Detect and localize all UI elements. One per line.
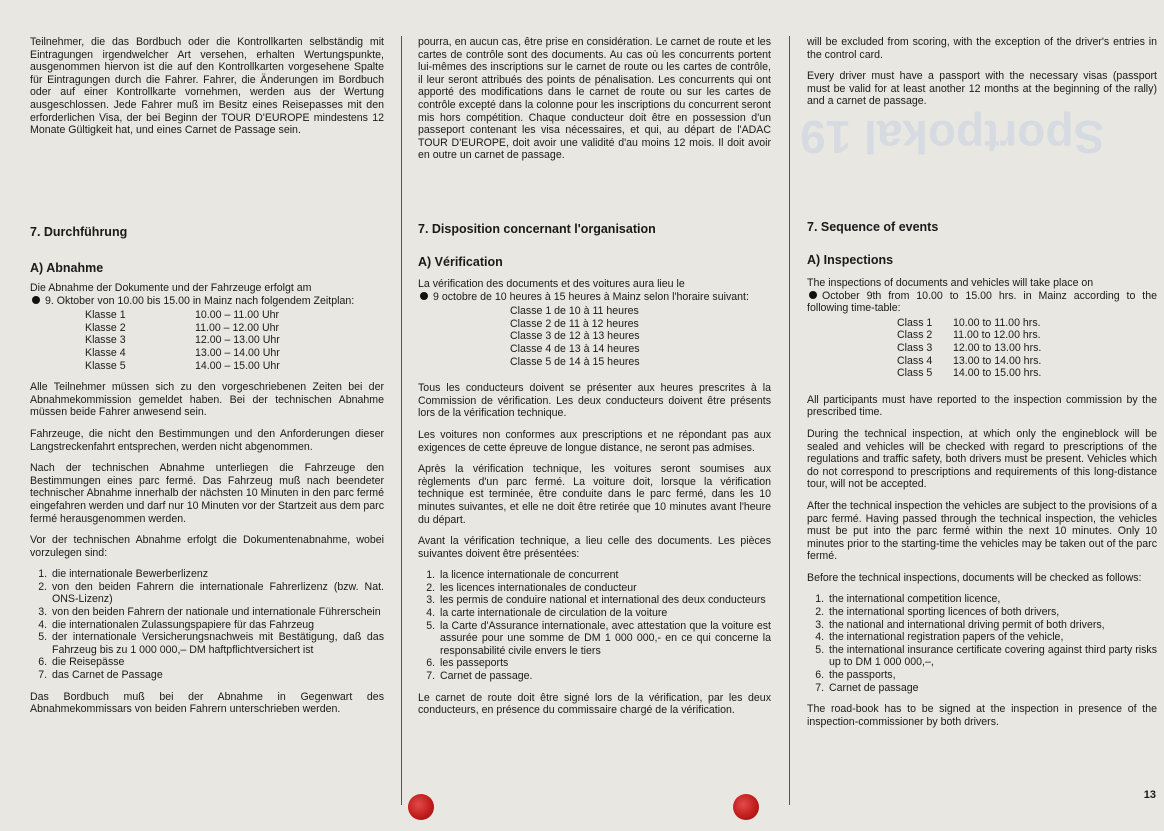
- table-row: Classe 5 de 14 à 15 heures: [510, 355, 640, 368]
- english-body: [807, 277, 1157, 737]
- list-item: 3. the national and international driving permit of both drivers,: [827, 619, 1157, 632]
- french-subheading: A) Vérification: [418, 255, 503, 269]
- german-schedule-intro: Die Abnahme der Dokumente und der Fahrzeuge erfolgt am 9. Oktober von 10.00 bis 15.00 in Mainz nach folgendem Zeitplan:: [30, 282, 355, 307]
- german-body: [30, 282, 384, 725]
- german-closing: Das Bordbuch muß bei der Abnahme in Gegenwart des Abnahmekommissars von beiden Fahrern unterschrieben werden.: [30, 690, 384, 716]
- table-row: Class 2 11.00 to 12.00 hrs.: [897, 329, 1041, 342]
- list-item: 4. the international registration papers of the vehicle,: [827, 631, 1157, 644]
- list-item: 3. les permis de conduire national et international des deux conducteurs: [438, 594, 771, 607]
- list-item: 6. the passports,: [827, 669, 1157, 682]
- german-intro: Teilnehmer, die das Bordbuch oder die Kontrollkarten selbständig mit Eintragungen irgendwelcher Art versehen, erhalten Wertungspunkte, ausgenommen hiervon ist die auf den Kontrollkarten vorgesehene Spalte für Eintragungen durch die Fahrer. Fahrer, die Änderungen im Bordbuch oder auf einer Kontrollkarte vornehmen, werden aus der Wertung ausgeschlossen. Jede Fahrer muß im Besitz eines Reisepasses mit den erforderlichen Visa, der bei Beginn der TOUR D'EUROPE mindestens 12 Monate Gültigkeit hat, und eines Carnet de Passage sein.: [30, 36, 384, 137]
- english-document-list: [807, 593, 1157, 694]
- french-document-list: [418, 569, 771, 682]
- list-item: 5. der internationale Versicherungsnachweis mit Bestätigung, daß das Fahrzeug bis zu 1 000 000,– DM haftpflichtversichert ist: [50, 631, 384, 656]
- french-section-heading: 7. Disposition concernant l'organisation: [418, 222, 656, 236]
- english-schedule-table: [897, 317, 1041, 380]
- table-row: Klasse 4 13.00 – 14.00 Uhr: [85, 346, 280, 359]
- english-paragraph: Before the technical inspections, documents will be checked as follows:: [807, 571, 1142, 584]
- english-subheading: A) Inspections: [807, 253, 894, 267]
- french-column: [418, 36, 771, 801]
- table-row: Klasse 5 14.00 – 15.00 Uhr: [85, 359, 280, 372]
- french-closing: Le carnet de route doit être signé lors de la vérification, par les deux conducteurs, en présence du commissaire chargé de la vérification.: [418, 691, 771, 717]
- french-schedule-table: [510, 305, 640, 368]
- french-paragraph: Après la vérification technique, les voitures seront soumises aux règlements d'un parc fermé. La voiture doit, lorsque la vérification technique est terminée, être conduite dans le parc fermé, dans les 10 minutes suivantes, et elle ne doit être retirée que 10 minutes avant l'heure du départ.: [418, 463, 771, 526]
- binder-hole-icon: [408, 794, 434, 820]
- table-row: Class 5 14.00 to 15.00 hrs.: [897, 367, 1042, 380]
- english-column: [807, 36, 1157, 801]
- list-item: 4. die internationalen Zulassungspapiere für das Fahrzeug: [50, 619, 384, 632]
- bullet-dot-icon: [420, 292, 428, 300]
- english-paragraph: During the technical inspection, at which only the engineblock will be sealed and vehicles will be checked with regard to prescriptions of the regulations and traffic safety, both drivers must be present. Vehicles which do not correspond to prescriptions and requirements of this long-distance tour, will not be accepted.: [807, 427, 1157, 491]
- english-paragraph: After the technical inspection the vehicles are subject to the provisions of a parc fermé. Having passed through the technical inspection, the vehicles must be put into the parc fermé within the next 10 minutes. Only 10 minutes prior to the starting-time the vehicles may be taken out of the parc fermé.: [807, 499, 1157, 563]
- list-item: 4. la carte internationale de circulation de la voiture: [438, 607, 771, 620]
- list-item: 5. la Carte d'Assurance internationale, avec attestation que la voiture est assurée pour une somme de DM 1 000 000,- en ce qui concerne la responsabilité civile envers le tiers: [438, 620, 771, 658]
- binder-hole-icon: [733, 794, 759, 820]
- bullet-dot-icon: [809, 291, 817, 299]
- table-row: Class 1 10.00 to 11.00 hrs.: [897, 316, 1041, 329]
- list-item: 7. Carnet de passage: [827, 682, 1157, 695]
- german-section-heading: 7. Durchführung: [30, 225, 128, 239]
- list-item: 5. the international insurance certificate covering against third party risks up to DM 1 000 000,–,: [827, 644, 1157, 669]
- table-row: Klasse 1 10.00 – 11.00 Uhr: [85, 309, 280, 322]
- page-number: 13: [1143, 789, 1156, 801]
- german-column: [30, 36, 384, 801]
- table-row: Classe 3 de 12 à 13 heures: [510, 330, 640, 343]
- table-row: Class 4 13.00 to 14.00 hrs.: [897, 354, 1042, 367]
- list-item: 2. the international sporting licences of both drivers,: [827, 606, 1157, 619]
- english-paragraph: All participants must have reported to the inspection commission by the prescribed time.: [807, 393, 1157, 419]
- table-row: Klasse 2 11.00 – 12.00 Uhr: [85, 321, 280, 334]
- english-intro: will be excluded from scoring, with the exception of the driver's entries in the control card.: [807, 36, 1157, 61]
- german-paragraph: Fahrzeuge, die nicht den Bestimmungen und den Anforderungen dieser Langstreckenfahrt entsprechen, werden nicht abgenommen.: [30, 427, 384, 453]
- german-paragraph: Alle Teilnehmer müssen sich zu den vorgeschriebenen Zeiten bei der Abnahmekommission gemeldet haben. Bei der technischen Abnahme müssen beide Fahrer anwesend sein.: [30, 381, 384, 419]
- table-row: Class 3 12.00 to 13.00 hrs.: [897, 341, 1042, 354]
- table-row: Classe 2 de 11 à 12 heures: [510, 317, 639, 330]
- english-intro: Every driver must have a passport with the necessary visas (passport must be valid for at least another 12 months at the beginning of the rally) and a carnet de passage.: [807, 70, 1157, 108]
- table-row: Classe 1 de 10 à 11 heures: [510, 305, 639, 318]
- list-item: 7. Carnet de passage.: [438, 670, 771, 683]
- french-paragraph: Tous les conducteurs doivent se présenter aux heures prescrites à la Commission de vérification. Les deux conducteurs doivent être présents lors de la vérification technique.: [418, 382, 771, 420]
- list-item: 3. von den beiden Fahrern der nationale und internationale Führerschein: [50, 606, 384, 619]
- english-schedule-intro: The inspections of documents and vehicles will take place on October 9th from 10.00 to 15.00 hrs. in Mainz according to the following time-table:: [807, 277, 1157, 315]
- french-body: [418, 278, 771, 726]
- list-item: 2. von den beiden Fahrern die internationale Fahrerlizenz (bzw. Nat. ONS-Lizenz): [50, 581, 384, 606]
- german-schedule-table: [85, 309, 280, 372]
- list-item: 2. les licences internationales de conducteur: [438, 582, 771, 595]
- list-item: 1. la licence internationale de concurrent: [438, 569, 771, 582]
- list-item: 1. die internationale Bewerberlizenz: [50, 568, 384, 581]
- english-section-heading: 7. Sequence of events: [807, 220, 939, 234]
- list-item: 6. les passeports: [438, 657, 771, 670]
- column-divider: [789, 36, 790, 805]
- french-paragraph: Avant la vérification technique, a lieu celle des documents. Les pièces suivantes doivent être présentées:: [418, 535, 771, 560]
- english-closing: The road-book has to be signed at the inspection in presence of the inspection-commissioner by both drivers.: [807, 703, 1157, 728]
- german-subheading: A) Abnahme: [30, 261, 104, 275]
- table-row: Klasse 3 12.00 – 13.00 Uhr: [85, 334, 280, 347]
- table-row: Classe 4 de 13 à 14 heures: [510, 342, 640, 355]
- column-divider: [401, 36, 402, 805]
- french-paragraph: Les voitures non conformes aux prescriptions et ne répondant pas aux exigences de cette épreuve de longue distance, ne seront pas admises.: [418, 428, 771, 454]
- bleed-through-text: Sportpokal 19: [800, 111, 1105, 163]
- list-item: 1. the international competition licence,: [827, 593, 1157, 606]
- french-intro: pourra, en aucun cas, être prise en considération. Le carnet de route et les cartes de contrôle sont des documents. Au cas où les concurrents portent lui-mêmes des inscriptions sur le carnet de route ou les cartes de contrôle, il leur seront attribués des points de pénalisation. Les concurrents qui ont apporté des modifications dans le carnet de route ou sur les cartes de contrôle excepté dans la colonne pour les inscriptions du concurrent seront mis hors compétition. Chaque conducteur doit être en possession d'un passeport contenant les visa nécessaires, et qui, au départ de l'ADAC TOUR D'EUROPE, doit avoir une validité d'au moins 12 mois. Il doit avoir en outre un carnet de passage.: [418, 36, 771, 162]
- german-paragraph: Vor der technischen Abnahme erfolgt die Dokumentenabnahme, wobei vorzulegen sind:: [30, 534, 384, 559]
- bullet-dot-icon: [32, 296, 40, 304]
- list-item: 7. das Carnet de Passage: [50, 669, 384, 682]
- french-schedule-intro: La vérification des documents et des voitures aura lieu le 9 octobre de 10 heures à 15 heures à Mainz selon l'horaire suivant:: [418, 278, 749, 303]
- list-item: 6. die Reisepässe: [50, 656, 384, 669]
- german-paragraph: Nach der technischen Abnahme unterliegen die Fahrzeuge den Bestimmungen eines parc fermé. Das Fahrzeug muß nach beendeter technischer Abnahme innerhalb der nächsten 10 Minuten in den parc fermé eingefahren werden und darf nur 10 Minuten vor der Startzeit aus dem parc fermé herausgenommen werden.: [30, 462, 384, 525]
- german-document-list: [30, 568, 384, 681]
